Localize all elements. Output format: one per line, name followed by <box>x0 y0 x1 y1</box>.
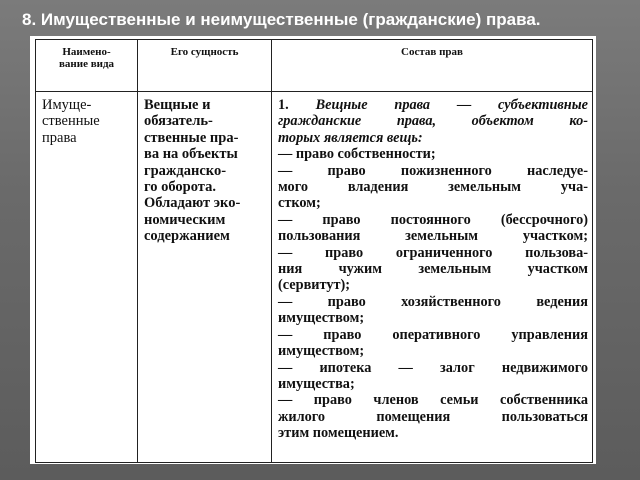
cell-kind <box>36 92 138 463</box>
header-essence <box>138 40 272 92</box>
scanned-table-image <box>30 36 596 464</box>
header-rights-line: Состав прав <box>401 46 463 58</box>
rights-line: — право хозяйственного ведения <box>278 293 588 310</box>
essence-line: содержанием <box>144 228 230 245</box>
essence-line: номическим <box>144 211 226 228</box>
rights-line: — право членов семьи собственника <box>278 392 588 409</box>
rights-line: пользования земельным участком; <box>278 228 588 245</box>
rights-line: (сервитут); <box>278 277 351 294</box>
rights-line: — право постоянного (бессрочного) <box>278 211 588 228</box>
table-row <box>36 92 593 463</box>
rights-text <box>272 92 592 442</box>
rights-line: гражданские права, объектом ко- <box>278 113 588 130</box>
rights-term: Вещные права <box>315 97 431 113</box>
rights-line: этим помещением. <box>278 425 399 442</box>
table-header-row <box>36 40 593 92</box>
essence-line: ва на объекты <box>144 146 238 163</box>
essence-line: го оборота. <box>144 179 216 196</box>
rights-line: — ипотека — залог недвижимого <box>278 359 588 376</box>
cell-rights <box>272 92 593 463</box>
rights-line: имуществом; <box>278 310 365 327</box>
header-kind-line: Наимено- <box>62 46 111 58</box>
rights-definition: субъективные <box>498 97 589 113</box>
essence-text <box>138 92 271 245</box>
kind-line: ственные <box>42 113 100 130</box>
header-essence-line: Его сущность <box>170 46 239 58</box>
rights-table <box>35 39 593 463</box>
rights-number: 1. <box>278 97 289 113</box>
rights-line: мого владения земельным уча- <box>278 179 588 196</box>
rights-line: стком; <box>278 195 321 212</box>
rights-line: имущества; <box>278 375 355 392</box>
kind-text <box>36 92 137 146</box>
essence-line: обязатель- <box>144 113 213 130</box>
essence-line: гражданско- <box>144 162 227 179</box>
essence-line: Вещные и <box>144 97 211 113</box>
kind-line: права <box>42 129 77 146</box>
header-kind <box>36 40 138 92</box>
cell-essence <box>138 92 272 463</box>
rights-line: — право оперативного управления <box>278 326 588 343</box>
header-rights <box>272 40 593 92</box>
rights-line: жилого помещения пользоваться <box>278 408 588 425</box>
rights-line: — право собственности; <box>278 146 436 163</box>
header-kind-line: вание вида <box>58 58 115 70</box>
rights-line: ния чужим земельным участком <box>278 261 588 278</box>
rights-line: торых является вещь: <box>278 129 423 146</box>
rights-line: имуществом; <box>278 343 365 360</box>
essence-line: Обладают эко- <box>144 195 241 212</box>
essence-line: ственные пра- <box>144 129 239 146</box>
kind-line: Имуще- <box>42 97 92 113</box>
rights-line: — право ограниченного пользова- <box>278 244 588 261</box>
slide-title: 8. Имущественные и неимущественные (гражданские) права. <box>22 10 541 29</box>
rights-line: — право пожизненного наследуе- <box>278 162 588 179</box>
rights-first-line <box>278 97 588 113</box>
rights-dash: — <box>456 97 472 113</box>
